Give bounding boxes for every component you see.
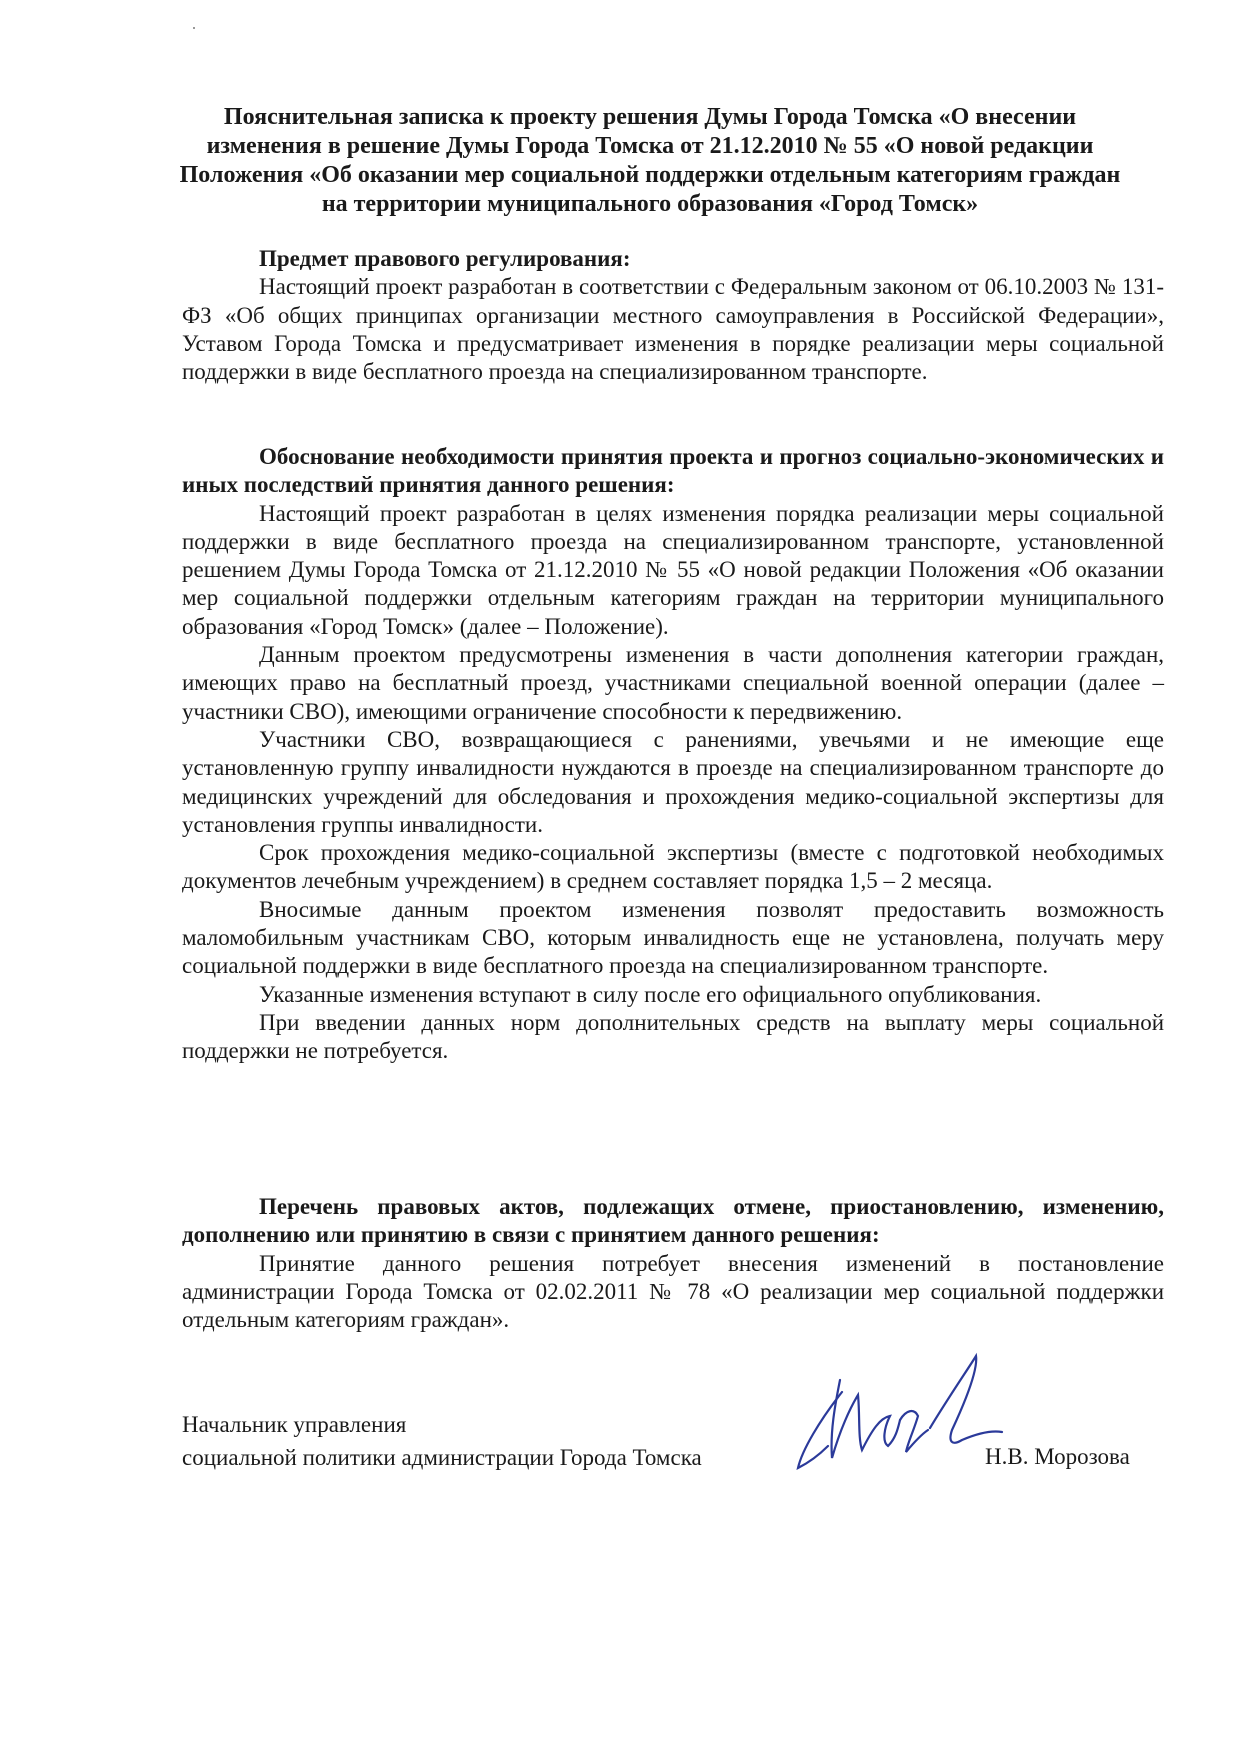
- handwritten-signature: [780, 1350, 1010, 1485]
- signatory-position-line: Начальник управления: [182, 1412, 407, 1437]
- signatory-position-line: социальной политики администрации Города Томска: [182, 1445, 702, 1470]
- paragraph: Срок прохождения медико-социальной экспертизы (вместе с подготовкой необходимых документов лечебным учреждением) в среднем составляет порядка 1,5 – 2 месяца.: [182, 840, 1164, 894]
- section-subject: [182, 245, 1164, 386]
- paragraph: Настоящий проект разработан в целях изменения порядка реализации меры социальной поддержки в виде бесплатного проезда на специализированном транспорте, установленной решением Думы Города Томска от 21.12.2010 № 55 «О новой редакции Положения «Об оказании мер социальной поддержки отдельным категориям граждан на территории муниципального образования «Город Томск» (далее – Положение).: [182, 500, 1164, 639]
- paragraph: Вносимые данным проектом изменения позволят предоставить возможность маломобильным участникам СВО, которым инвалидность еще не установлена, получать меру социальной поддержки в виде бесплатного проезда на специализированном транспорте.: [182, 896, 1164, 979]
- paragraph: Участники СВО, возвращающиеся с ранениями, увечьями и не имеющие еще установленную группу инвалидности нуждаются в проезде на специализированном транспорте до медицинских учреждений для обследования и прохождения медико-социальной экспертизы для установления группы инвалидности.: [182, 726, 1164, 837]
- signatory-position: [182, 1408, 802, 1474]
- paragraph: Указанные изменения вступают в силу после его официального опубликования.: [259, 981, 1042, 1007]
- paragraph: Данным проектом предусмотрены изменения в части дополнения категории граждан, имеющих право на бесплатный проезд, участниками специальной военной операции (далее – участники СВО), имеющими ограничение способности к передвижению.: [182, 642, 1164, 724]
- section-legal-acts: [182, 1193, 1164, 1334]
- signatory-name: Н.В. Морозова: [985, 1444, 1130, 1469]
- paragraph: При введении данных норм дополнительных средств на выплату меры социальной поддержки не потребуется.: [182, 1009, 1164, 1064]
- paragraph: Настоящий проект разработан в соответствии с Федеральным законом от 06.10.2003 № 131-ФЗ «Об общих принципах организации местного самоуправления в Российской Федерации», Уставом Города Томска и предусматривает изменения в порядке реализации меры социальной поддержки в виде бесплатного проезда на специализированном транспорте.: [182, 274, 1164, 385]
- section-heading: Перечень правовых актов, подлежащих отмене, приостановлению, изменению, дополнению или принятию в связи с принятием данного решения:: [182, 1194, 1164, 1248]
- section-heading: Предмет правового регулирования:: [259, 246, 631, 271]
- section-heading: Обоснование необходимости принятия проекта и прогноз социально-экономических и иных последствий принятия данного решения:: [182, 444, 1164, 498]
- section-justification: [182, 443, 1164, 1066]
- document-title: Пояснительная записка к проекту решения Думы Города Томска «О внесении изменения в решение Думы Города Томска от 21.12.2010 № 55 «О новой редакции Положения «Об оказании мер социальной поддержки отдельным категориям граждан на территории муниципального образования «Город Томск»: [179, 104, 1121, 217]
- paragraph: Принятие данного решения потребует внесения изменений в постановление администрации Города Томска от 02.02.2011 № 78 «О реализации мер социальной поддержки отдельным категориям граждан».: [182, 1250, 1164, 1333]
- scan-speck: [193, 27, 195, 29]
